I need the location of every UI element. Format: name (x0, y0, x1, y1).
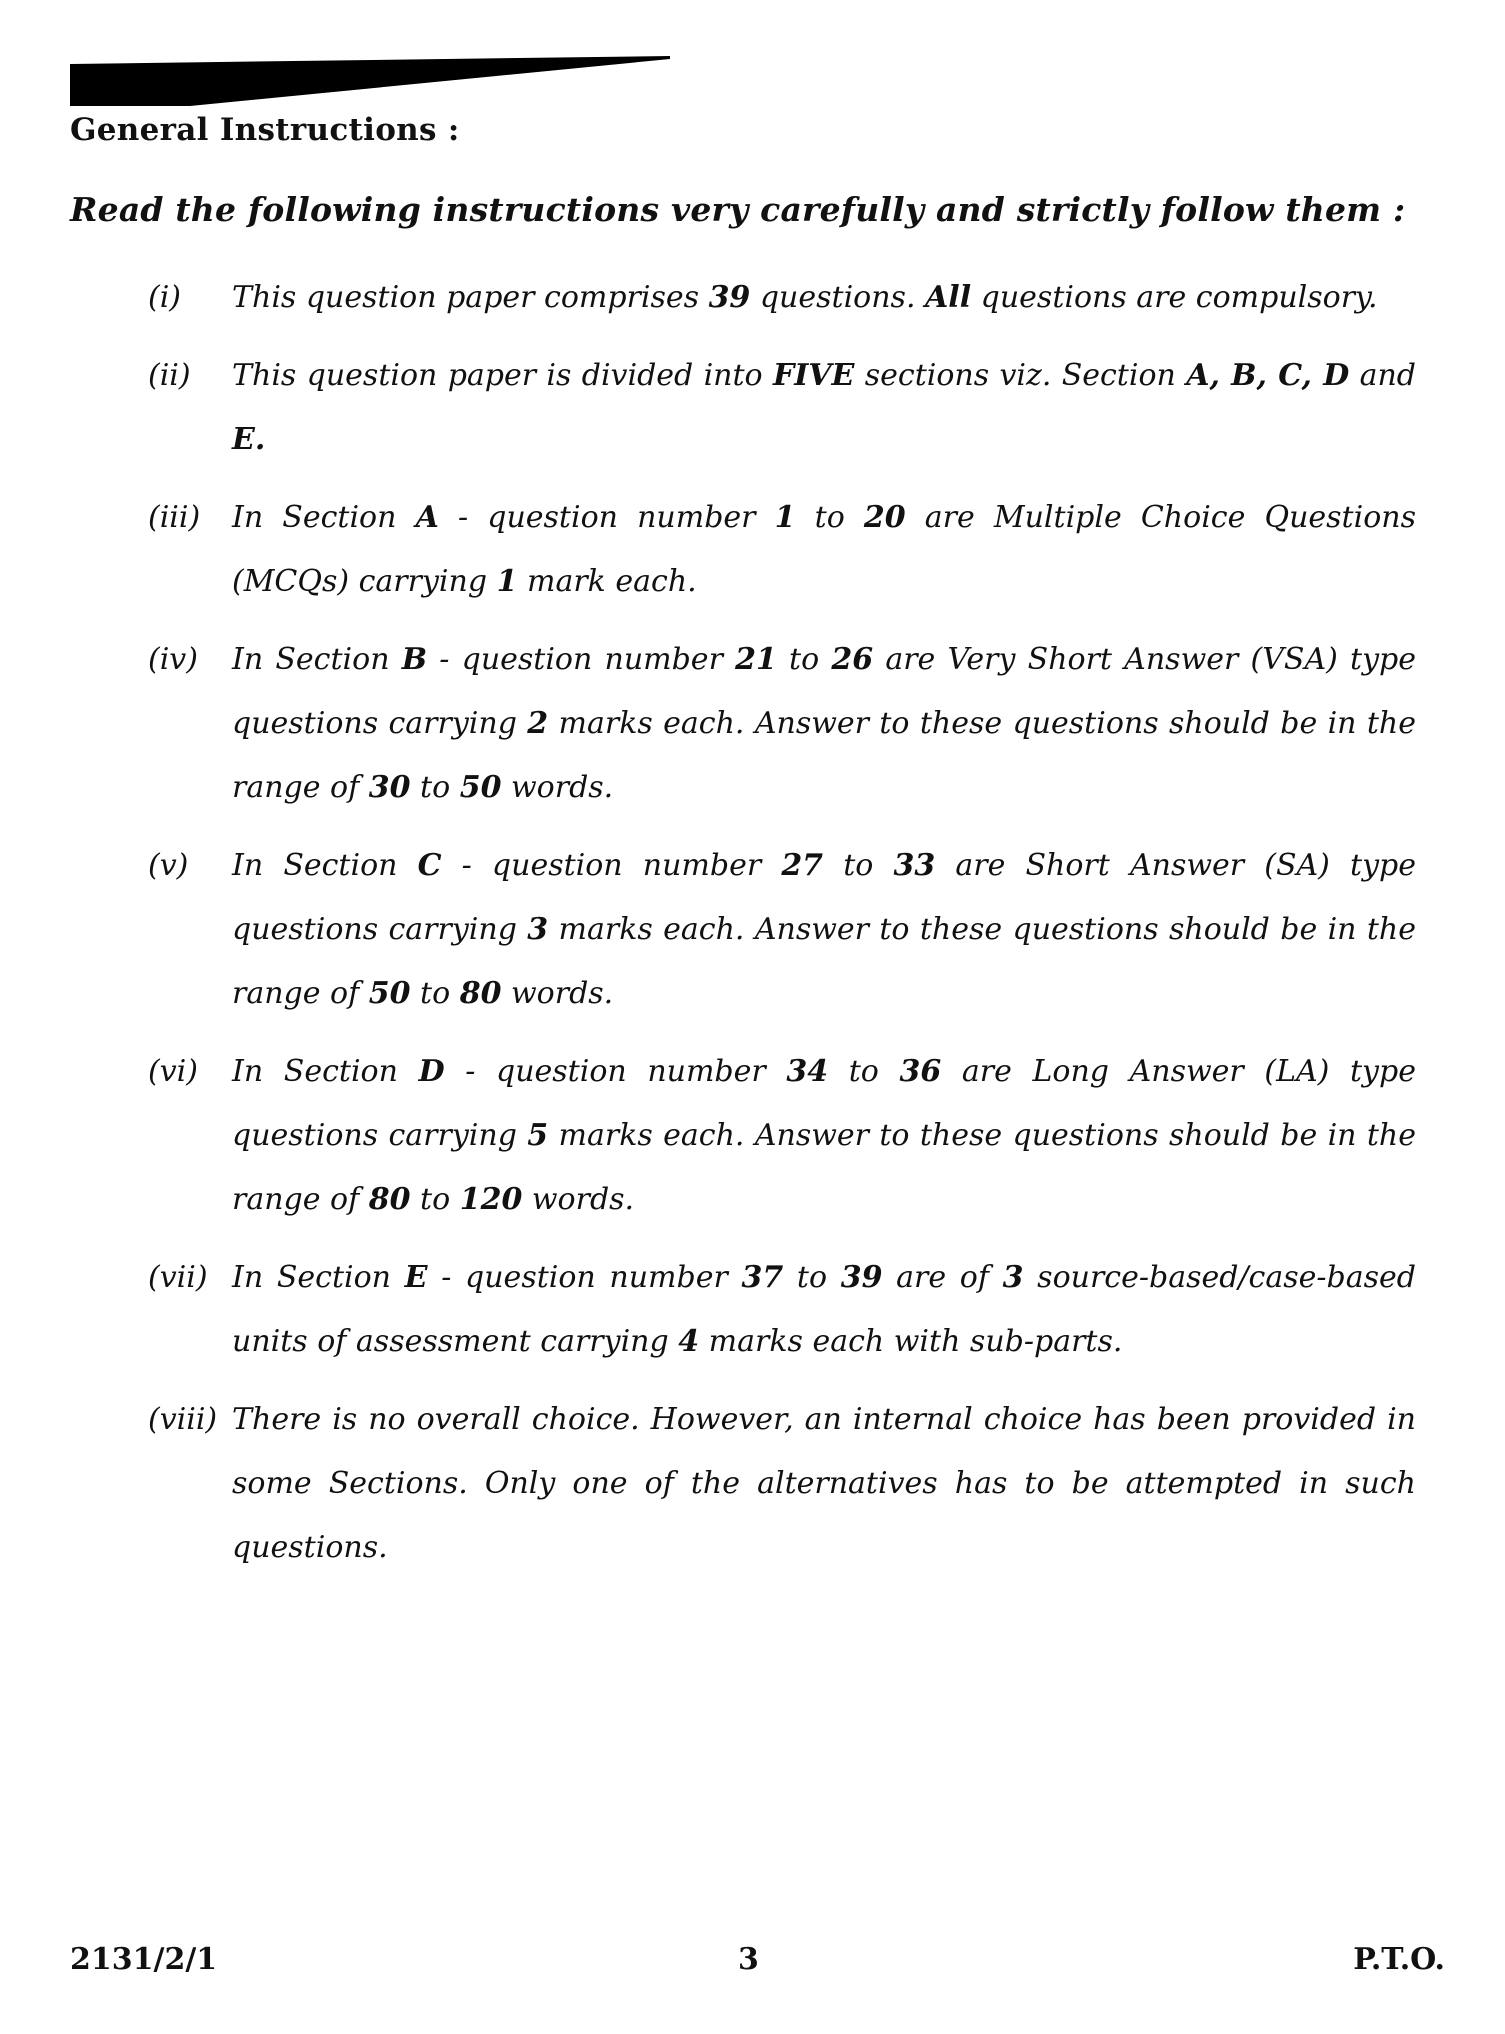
instruction-emphasis: 3 (527, 912, 549, 947)
instruction-emphasis: 21 (735, 642, 777, 677)
instruction-number: (vii) (148, 1260, 208, 1295)
instruction-text: questions. (750, 280, 926, 315)
instruction-item (148, 1246, 1416, 1374)
instruction-text: - question number (438, 500, 775, 535)
instruction-emphasis: 3 (1002, 1260, 1024, 1295)
instruction-text: to (776, 642, 832, 677)
instruction-text: - question number (427, 642, 736, 677)
instruction-text: In Section (232, 642, 402, 677)
instruction-text: to (795, 500, 864, 535)
instruction-emphasis: 80 (368, 1182, 411, 1217)
instruction-text: This question paper is divided into (232, 358, 773, 393)
instruction-emphasis: 30 (368, 770, 411, 805)
instruction-emphasis: 5 (527, 1118, 549, 1153)
instruction-text: marks each. Answer to these questions should be in the range of (232, 912, 1416, 1011)
instruction-number: (v) (148, 848, 189, 883)
instruction-text: to (410, 770, 460, 805)
instruction-emphasis: 80 (459, 976, 502, 1011)
instruction-emphasis: D (418, 1054, 445, 1089)
instruction-emphasis: 34 (786, 1054, 829, 1089)
instruction-emphasis: A (415, 500, 439, 535)
instruction-text: In Section (232, 848, 418, 883)
instruction-text: to (828, 1054, 900, 1089)
instruction-text: - question number (441, 848, 782, 883)
instruction-text: to (410, 1182, 460, 1217)
instruction-text: are of (882, 1260, 1003, 1295)
instructions-subheading: Read the following instructions very carefully and strictly follow them : (70, 190, 1406, 229)
instruction-text: to (410, 976, 460, 1011)
instruction-emphasis: 37 (741, 1260, 784, 1295)
instruction-emphasis: 39 (840, 1260, 883, 1295)
instruction-emphasis: B (401, 642, 428, 677)
instruction-text: marks each. Answer to these questions should be in the range of (232, 706, 1416, 805)
instruction-emphasis: 26 (831, 642, 874, 677)
instruction-emphasis: 20 (863, 500, 906, 535)
page-number: 3 (738, 1942, 759, 1977)
instruction-item (148, 266, 1416, 330)
pto-label: P.T.O. (1353, 1942, 1445, 1977)
instruction-text: sections viz. Section (854, 358, 1187, 393)
instruction-emphasis: All (925, 280, 972, 315)
instruction-text: questions are compulsory. (971, 280, 1378, 315)
instruction-emphasis: 1 (496, 564, 518, 599)
instruction-text: are Short Answer (SA) type questions carrying (232, 848, 1416, 947)
instruction-emphasis: C (417, 848, 442, 883)
paper-code: 2131/2/1 (70, 1942, 218, 1977)
instruction-text: are Multiple Choice Questions (MCQs) carrying (232, 500, 1416, 599)
instruction-number: (iv) (148, 642, 198, 677)
instruction-text: - question number (444, 1054, 787, 1089)
instruction-item (148, 486, 1416, 614)
instruction-text: In Section (232, 1260, 405, 1295)
instruction-text: mark each. (517, 564, 697, 599)
instruction-emphasis: 36 (899, 1054, 942, 1089)
instruction-text: In Section (232, 1054, 419, 1089)
instruction-text: marks each. Answer to these questions should be in the range of (232, 1118, 1416, 1217)
instruction-item (148, 1388, 1416, 1580)
instruction-text: source-based/case-based units of assessment carrying (232, 1260, 1416, 1359)
instruction-text: and (1349, 358, 1416, 393)
instruction-number: (iii) (148, 500, 201, 535)
instruction-emphasis: E (404, 1260, 428, 1295)
general-instructions-heading: General Instructions : (70, 112, 460, 148)
instruction-emphasis: 2 (527, 706, 549, 741)
instruction-emphasis: FIVE (772, 358, 855, 393)
instruction-text: This question paper comprises (232, 280, 709, 315)
instruction-item (148, 834, 1416, 1026)
instruction-number: (ii) (148, 358, 191, 393)
instruction-text: There is no overall choice. However, an internal choice has been provided in some Sections. Only one of the alternatives has to be attempted in such questions. (232, 1402, 1416, 1565)
instructions-list (148, 266, 1416, 1594)
instruction-text: to (783, 1260, 841, 1295)
instruction-emphasis: 50 (459, 770, 502, 805)
instruction-text: words. (501, 976, 614, 1011)
instruction-item (148, 344, 1416, 472)
instruction-emphasis: 39 (708, 280, 751, 315)
instruction-text: - question number (427, 1260, 742, 1295)
instruction-emphasis: 33 (893, 848, 936, 883)
instruction-number: (viii) (148, 1402, 218, 1437)
header-black-bar (70, 56, 670, 106)
instruction-text: to (823, 848, 894, 883)
instruction-text: are Very Short Answer (VSA) type questions carrying (232, 642, 1416, 741)
instruction-text: marks each with sub-parts. (699, 1324, 1123, 1359)
instruction-text: words. (501, 770, 614, 805)
instruction-item (148, 1040, 1416, 1232)
instruction-item (148, 628, 1416, 820)
instruction-emphasis: 4 (678, 1324, 700, 1359)
instruction-text: are Long Answer (LA) type questions carrying (232, 1054, 1416, 1153)
instruction-emphasis: 120 (459, 1182, 523, 1217)
instruction-number: (i) (148, 280, 182, 315)
instruction-text: In Section (232, 500, 416, 535)
instruction-emphasis: 27 (781, 848, 824, 883)
instruction-emphasis: 1 (774, 500, 796, 535)
instruction-text: words. (522, 1182, 635, 1217)
instruction-emphasis: E. (232, 422, 266, 457)
instruction-emphasis: 50 (368, 976, 411, 1011)
instruction-number: (vi) (148, 1054, 198, 1089)
instruction-emphasis: A, B, C, D (1186, 358, 1350, 393)
